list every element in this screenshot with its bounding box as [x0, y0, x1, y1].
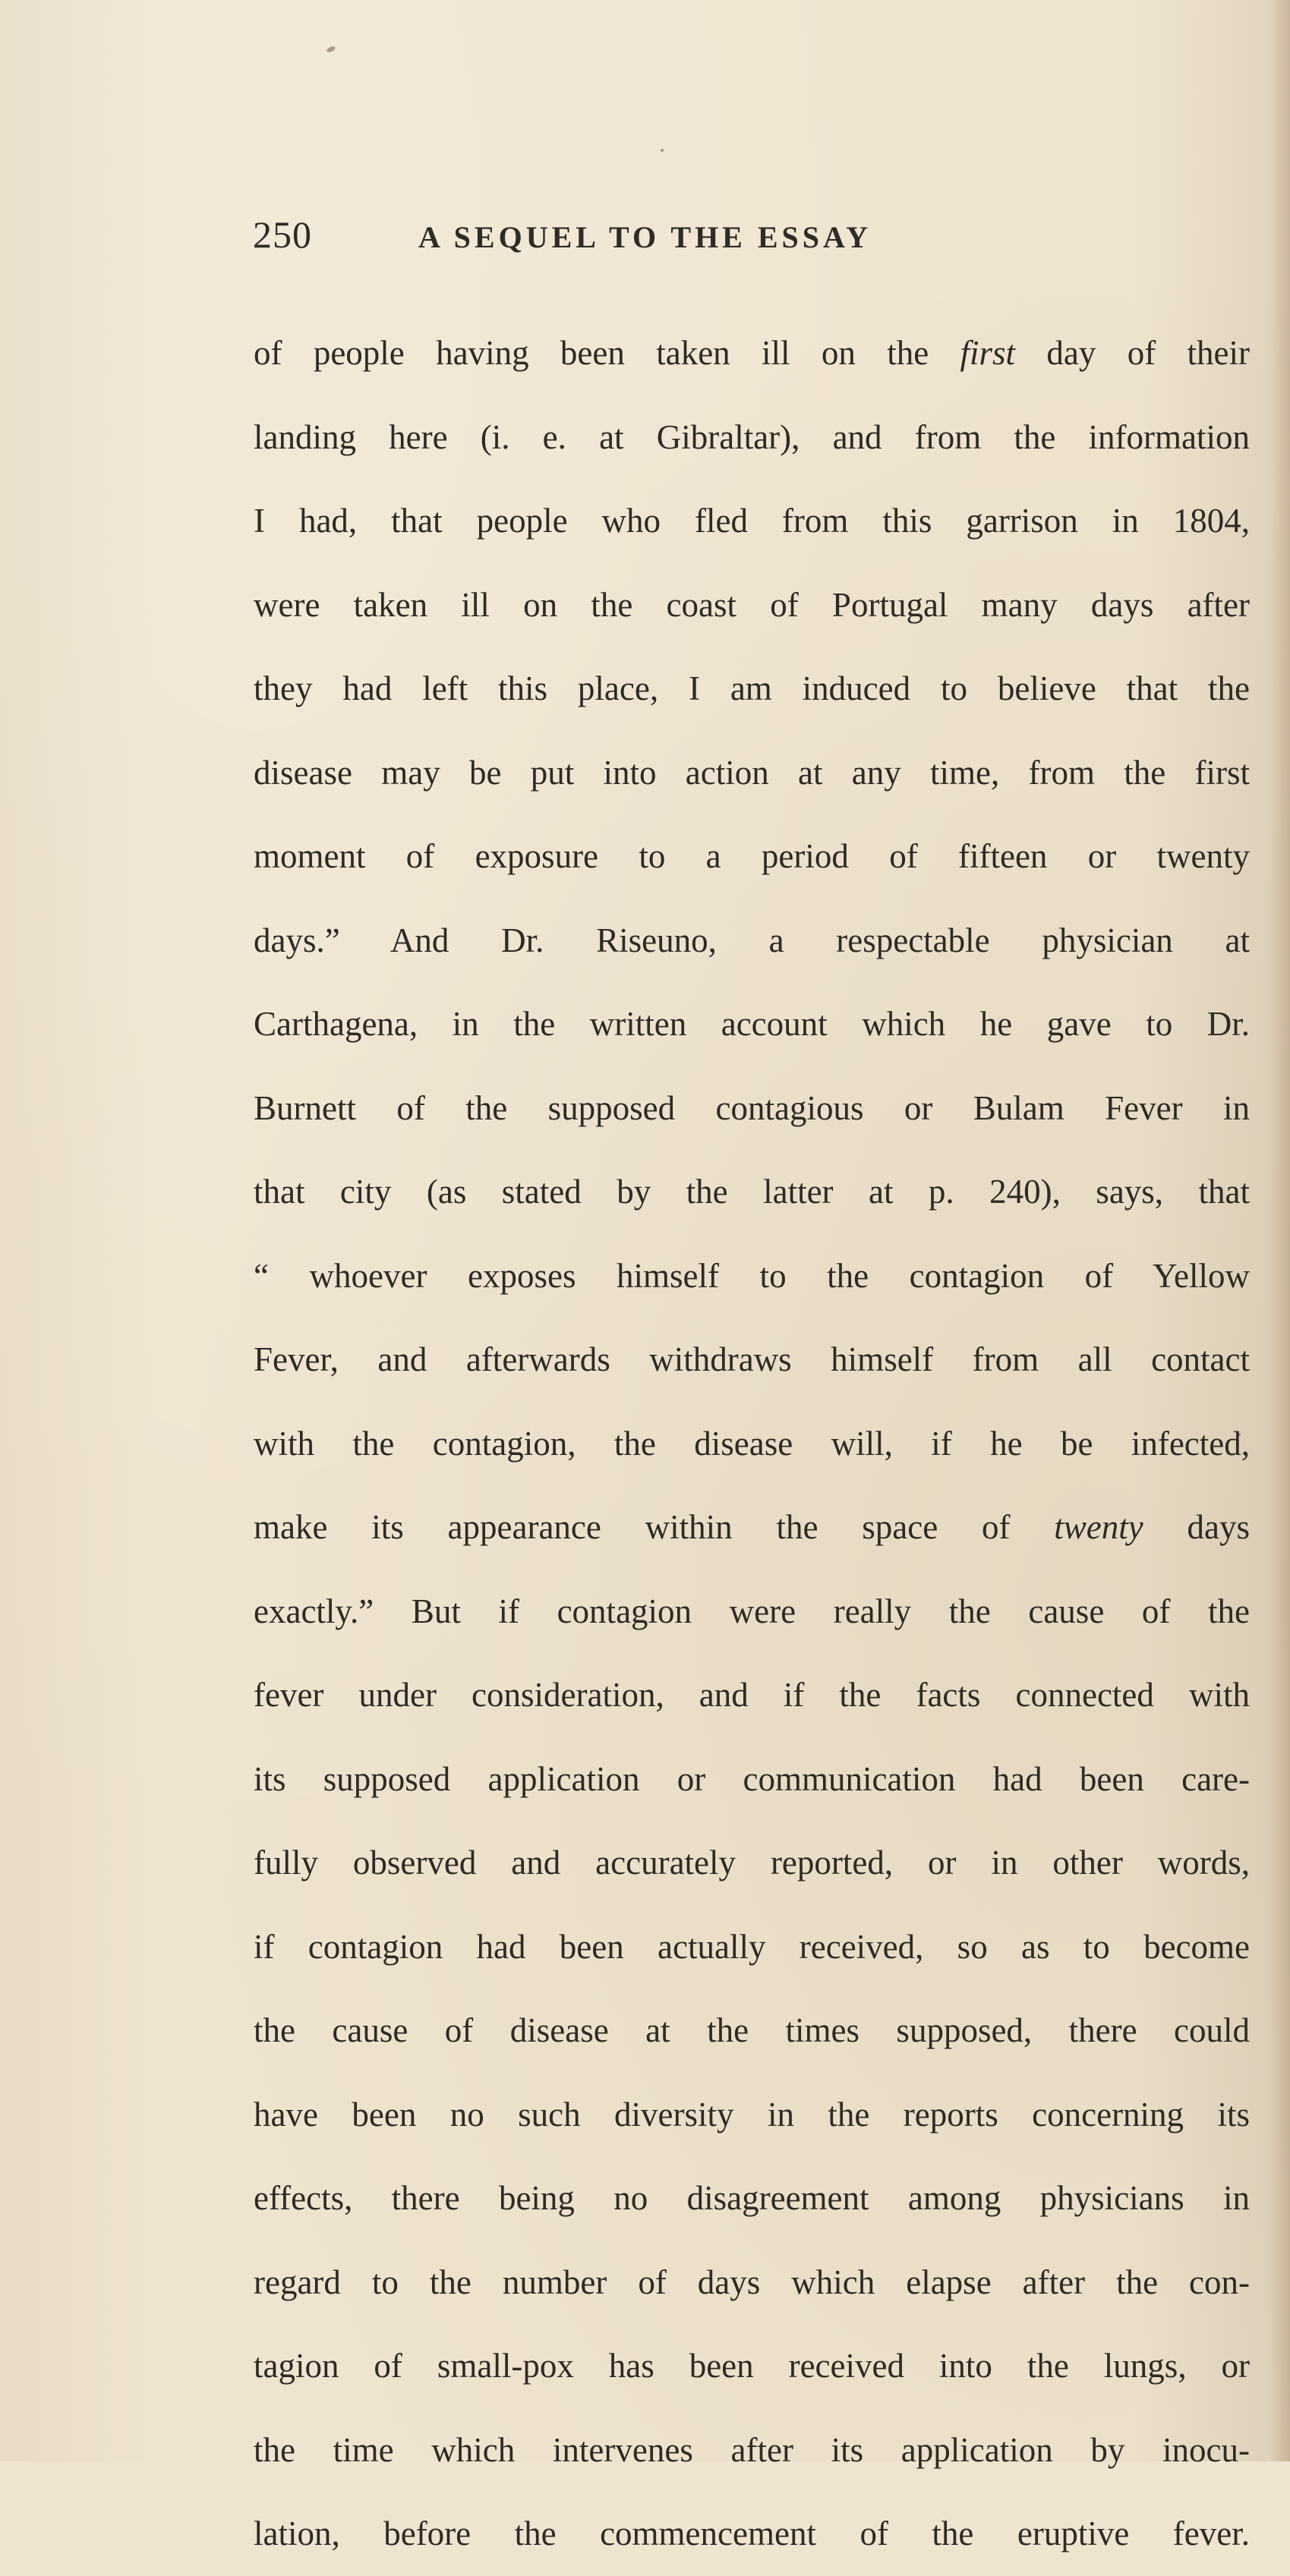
text-line [254, 647, 1250, 731]
text-line-content: its supposed application or communication had been care- [254, 1759, 1250, 1798]
text-line [254, 2073, 1250, 2157]
page-header [253, 213, 1270, 273]
text-line-content: tagion of small-pox has been received into the lungs, or [254, 2347, 1250, 2385]
text-line-content: landing here (i. e. at Gibraltar), and from the information [254, 417, 1250, 456]
running-head: A SEQUEL TO THE ESSAY [418, 220, 872, 254]
body-text [254, 311, 1250, 2576]
text-line-content: lation, before the commencement of the eruptive fever. [254, 2515, 1250, 2552]
text-line [254, 1150, 1250, 1234]
text-line [254, 1737, 1250, 1822]
text-line-content: days [1143, 1508, 1250, 1546]
italic-word: first [960, 334, 1016, 372]
text-line-content: days.” And Dr. Riseuno, a respectable physician at [254, 921, 1250, 959]
text-line-content: of people having been taken ill on the [254, 334, 960, 372]
text-line [254, 1821, 1250, 1905]
text-line [254, 731, 1250, 815]
text-line [254, 2324, 1250, 2408]
text-line [254, 982, 1250, 1066]
text-line-content: I had, that people who fled from this garrison in 1804, [254, 502, 1250, 540]
text-line [254, 1653, 1250, 1737]
text-line-content: have been no such diversity in the reports concerning its [254, 2095, 1250, 2134]
text-line [254, 2492, 1250, 2576]
text-line-content: if contagion had been actually received, so as to become [254, 1927, 1250, 1966]
text-line-content: were taken ill on the coast of Portugal many days after [254, 585, 1250, 624]
ink-speck [326, 46, 336, 54]
text-line [254, 311, 1250, 395]
text-line [254, 479, 1250, 563]
text-line-content: exactly.” But if contagion were really the cause of the [254, 1592, 1250, 1630]
text-line-content: that city (as stated by the latter at p. 240), says, that [254, 1173, 1250, 1211]
text-line-content: the time which intervenes after its application by inocu- [254, 2430, 1250, 2469]
page-edge-shadow [1269, 0, 1290, 2461]
text-line [254, 1402, 1250, 1486]
text-line-content: make its appearance within the space of [254, 1508, 1055, 1546]
text-line-content: with the contagion, the disease will, if he be infected, [254, 1424, 1250, 1463]
text-line-content: Fever, and afterwards withdraws himself from all contact [254, 1340, 1250, 1378]
text-line-content: fever under consideration, and if the facts connected with [254, 1676, 1250, 1714]
text-line [254, 1234, 1250, 1318]
ink-speck [661, 149, 664, 152]
text-line [254, 1905, 1250, 1989]
text-line-content: Carthagena, in the written account which he gave to Dr. [254, 1005, 1250, 1043]
text-line-content: effects, there being no disagreement among physicians in [254, 2179, 1250, 2217]
text-line-content: “ whoever exposes himself to the contagion of Yellow [254, 1256, 1250, 1295]
text-line-content: day of their [1015, 334, 1251, 372]
text-line [254, 2241, 1250, 2325]
text-line [254, 395, 1250, 480]
text-line [254, 1570, 1250, 1654]
text-line-content: they had left this place, I am induced to believe that the [254, 669, 1250, 707]
text-line-content: regard to the number of days which elapse after the con- [254, 2263, 1250, 2301]
text-line-content: disease may be put into action at any time, from the first [254, 753, 1250, 792]
text-line [254, 1066, 1250, 1151]
text-line [254, 1318, 1250, 1402]
text-line [254, 563, 1250, 647]
text-line-content: moment of exposure to a period of fifteen or twenty [254, 837, 1250, 875]
text-line [254, 899, 1250, 983]
text-line [254, 2408, 1250, 2493]
text-line [254, 814, 1250, 899]
text-line [254, 1485, 1250, 1570]
text-line-content: the cause of disease at the times supposed, there could [254, 2011, 1250, 2049]
text-line [254, 2156, 1250, 2241]
page-number: 250 [253, 213, 312, 256]
italic-word: twenty [1054, 1508, 1143, 1546]
text-line [254, 1989, 1250, 2073]
text-line-content: fully observed and accurately reported, or in other words, [254, 1844, 1250, 1882]
text-line-content: Burnett of the supposed contagious or Bulam Fever in [254, 1088, 1250, 1127]
